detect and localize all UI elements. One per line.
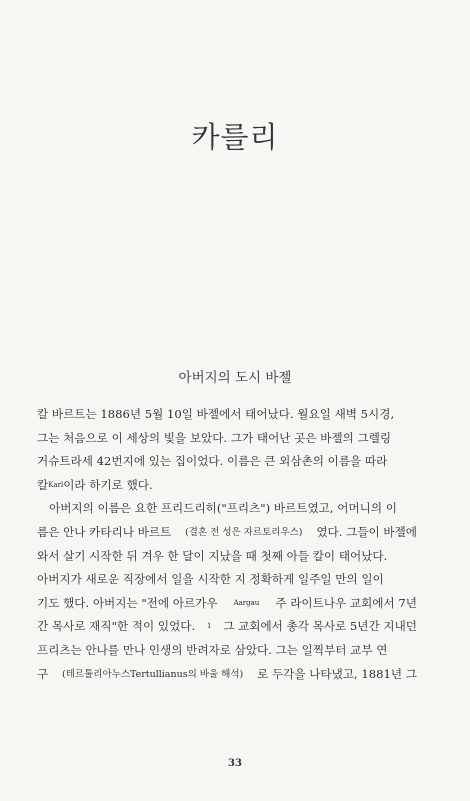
text-line [37, 592, 417, 616]
text-run: 그 교회에서 총각 목사로 5년간 지내던 [223, 619, 417, 634]
text-line: 프리츠는 안나를 만나 인생의 반려자로 삼았다. 그는 일찍부터 교부 연 [37, 642, 388, 657]
text-line: 그는 처음으로 이 세상의 빛을 보았다. 그가 태어난 곳은 바젤의 그렐링 [37, 430, 392, 445]
text-line [37, 615, 417, 639]
page-number: 33 [228, 758, 242, 769]
text-line [37, 663, 417, 687]
superscript-gloss: Aargau [233, 598, 260, 607]
section-heading: 아버지의 도시 바젤 [178, 370, 292, 386]
body-text [37, 403, 417, 686]
text-line [37, 521, 417, 545]
text-run: 주 라이트나우 교회에서 7년 [275, 595, 417, 610]
text-line: 칼 바르트는 1886년 5월 10일 바젤에서 태어났다. 월요일 새벽 5시경, [37, 407, 395, 421]
text-run: 였다. 그들이 바젤에 [316, 524, 417, 539]
text-run: 이라 하기로 했다. [63, 477, 153, 492]
text-line: 아버지의 이름은 요한 프리드리히("프리츠") 바르트였고, 어머니의 이 [49, 501, 397, 516]
text-run: 로 두각을 나타냈고, 1881년 그 [257, 666, 417, 681]
text-line: 아버지가 새로운 직장에서 일을 시작한 지 정확하게 일주일 만의 일이 [37, 572, 384, 587]
chapter-title: 카를리 [191, 120, 279, 154]
text-run: 기도 했다. 아버지는 "전에 아르가우 [37, 595, 218, 610]
superscript-gloss: Karl [48, 480, 64, 489]
parenthetical: (테르툴리아누스Tertullianus의 바울 해석) [62, 668, 244, 680]
text-run: 간 목사로 재직"한 적이 있었다. [37, 619, 196, 634]
text-line [37, 474, 417, 498]
footnote-marker: 1 [206, 622, 212, 631]
text-run: 름은 안나 카타리나 바르트 [37, 524, 172, 539]
parenthetical: (결혼 전 성은 자르토리우스) [185, 526, 303, 538]
text-line: 거슈트라세 42번지에 있는 집이었다. 이름은 큰 외삼촌의 이름을 따라 [37, 454, 388, 469]
text-line: 와서 살기 시작한 뒤 겨우 한 달이 지났을 때 첫째 아들 칼이 태어났다. [37, 548, 388, 563]
text-run: 구 [37, 666, 49, 681]
text-run: 칼 [37, 477, 49, 492]
